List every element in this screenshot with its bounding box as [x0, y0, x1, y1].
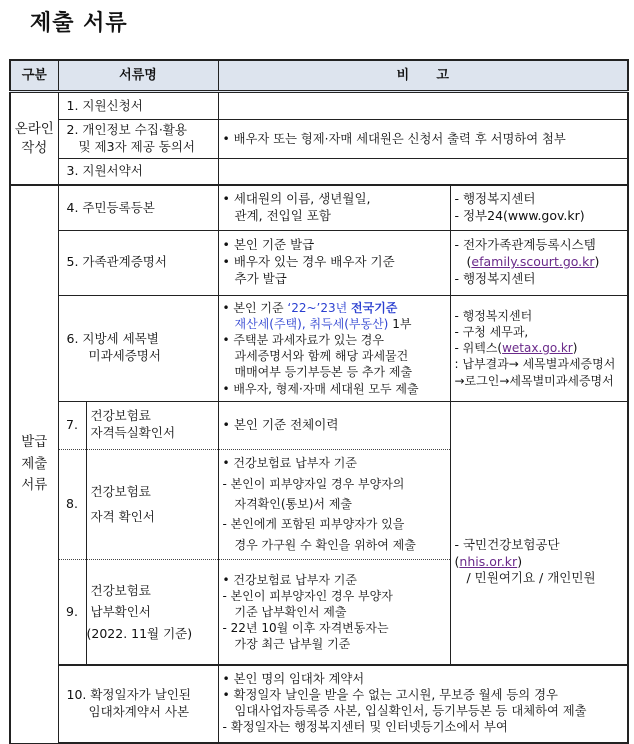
- text: : 납부결과→ 세목별과세증명서: [454, 357, 616, 372]
- wetax-link[interactable]: wetax.go.kr: [502, 341, 573, 356]
- text: →로그인→세목별미과세증명서: [454, 373, 614, 388]
- table-row: [10, 158, 628, 185]
- remark-note: [218, 185, 450, 230]
- text: ): [594, 254, 600, 270]
- document-name: [86, 559, 218, 665]
- table-row: [10, 120, 628, 159]
- text: - 전자가족관계등록시스템: [454, 237, 596, 253]
- text: 6. 지방세 세목별: [66, 331, 159, 347]
- text: 10. 확정일자가 날인된: [66, 687, 191, 703]
- text: 전국기준: [351, 300, 398, 315]
- text: ): [572, 341, 578, 356]
- text: • 본인 명의 임대차 계약서: [222, 672, 365, 687]
- text: 경우 가구원 수 확인을 위하여 제출: [234, 537, 416, 552]
- text: - 행정복지센터: [454, 308, 533, 323]
- header-remarks: 비 고: [218, 60, 628, 92]
- remark: • 배우자 또는 형제·자매 세대원은 신청서 출력 후 서명하여 첨부: [218, 120, 628, 159]
- text: • 건강보험료 납부자 기준: [222, 456, 357, 471]
- row-number: 9.: [58, 559, 86, 665]
- nhis-link[interactable]: nhis.or.kr: [459, 553, 518, 569]
- text: 1부: [388, 316, 412, 331]
- document-name: 3. 지원서약서: [58, 158, 218, 185]
- text: • 확정일자 날인을 받을 수 없는 고시원, 무보증 월세 등의 경우: [222, 688, 558, 703]
- text: 자격 확인서: [90, 509, 155, 525]
- page-title: 제출 서류: [30, 11, 128, 36]
- text: 2. 개인정보 수집·활용: [66, 122, 187, 137]
- document-name: 1. 지원신청서: [58, 92, 218, 120]
- text: - 위텍스(: [454, 341, 503, 356]
- text: • 본인 기준 발급: [222, 237, 315, 253]
- text: 자격확인(통보)서 제출: [234, 497, 353, 512]
- text: 건강보험료: [90, 484, 151, 500]
- text: - 본인이 피부양자인 경우 부양자: [222, 588, 393, 603]
- text: 매매여부 등기부등본 등 추가 제출: [234, 365, 413, 380]
- document-name: [58, 120, 218, 159]
- text: • 세대원의 이름, 생년월일,: [222, 191, 371, 207]
- remark: [218, 158, 628, 185]
- remark-source: [450, 230, 628, 295]
- document-name: 4. 주민등록등본: [58, 185, 218, 230]
- text: 임대사업자등록증 사본, 입실확인서, 등기부등본 등 대체하여 제출: [234, 704, 587, 719]
- text: 및 제3자 제공 동의서: [78, 138, 195, 154]
- text: - 22년 10월 이후 자격변동자는: [222, 621, 389, 636]
- text: (: [466, 254, 472, 270]
- text: 과세증명서와 함께 해당 과세물건: [234, 349, 409, 364]
- header-document: 서류명: [58, 60, 218, 92]
- remark-note: [218, 230, 450, 295]
- group-issue: 발급 제출 서류: [10, 185, 58, 743]
- text: ): [517, 553, 523, 569]
- row-number: 8.: [58, 449, 86, 559]
- text: - 행정복지센터: [454, 191, 536, 207]
- table-header: [10, 60, 628, 92]
- text: - 구청 세무과,: [454, 324, 529, 339]
- document-name: [58, 665, 218, 743]
- remark-note: • 본인 기준 전체이력: [218, 401, 450, 449]
- text: - 정부24(www.gov.kr): [454, 208, 585, 223]
- text: 추가 발급: [234, 271, 287, 287]
- text: - 확정일자는 행정복지센터 및 인터넷등기소에서 부여: [222, 720, 508, 735]
- text: (2022. 11월 기준): [86, 625, 193, 641]
- efamily-link[interactable]: efamily.scourt.go.kr: [471, 254, 595, 270]
- text: 재산세(주택), 취득세(부동산): [234, 316, 389, 331]
- table-row: [10, 92, 628, 120]
- text: • 배우자, 형제·자매 세대원 모두 제출: [222, 381, 419, 396]
- text: - 본인이 피부양자일 경우 부양자의: [222, 476, 405, 491]
- text: - 본인에게 포함된 피부양자가 있을: [222, 517, 405, 532]
- remark: [218, 92, 628, 120]
- text: • 배우자 있는 경우 배우자 기준: [222, 254, 395, 270]
- table-row: [10, 401, 628, 449]
- text: 임대차계약서 사본: [88, 704, 190, 720]
- text: • 건강보험료 납부자 기준: [222, 572, 357, 587]
- table-row: [10, 230, 628, 295]
- documents-table: [9, 59, 629, 744]
- text: 건강보험료: [90, 408, 151, 424]
- remark-source: [450, 185, 628, 230]
- remark-source: [450, 401, 628, 665]
- remark-source: [450, 295, 628, 401]
- text: 미과세증명서: [88, 348, 161, 364]
- text: ‘22~’23년: [287, 300, 352, 315]
- remark: [218, 665, 628, 743]
- document-name: [86, 401, 218, 449]
- remark-note: [218, 295, 450, 401]
- text: • 주택분 과세자료가 있는 경우: [222, 333, 384, 348]
- table-row: [10, 295, 628, 401]
- document-name: [86, 449, 218, 559]
- text: 건강보험료: [90, 583, 151, 599]
- text: / 민원여기요 / 개인민원: [466, 570, 596, 586]
- group-online: 온라인 작성: [10, 92, 58, 186]
- document-name: 5. 가족관계증명서: [58, 230, 218, 295]
- remark-note: [218, 559, 450, 665]
- header-category: 구분: [10, 60, 58, 92]
- table-row: [10, 665, 628, 743]
- text: 가장 최근 납부월 기준: [234, 637, 351, 652]
- text: • 본인 기준: [222, 300, 288, 315]
- table-row: [10, 185, 628, 230]
- remark-note: [218, 449, 450, 559]
- text: 관계, 전입일 포함: [234, 208, 331, 223]
- text: - 국민건강보험공단(: [454, 536, 560, 569]
- text: - 행정복지센터: [454, 271, 536, 287]
- document-name: [58, 295, 218, 401]
- row-number: 7.: [58, 401, 86, 449]
- text: 기준 납부확인서 제출: [234, 604, 347, 619]
- text: 납부확인서: [90, 604, 151, 620]
- text: 자격득실확인서: [90, 425, 176, 441]
